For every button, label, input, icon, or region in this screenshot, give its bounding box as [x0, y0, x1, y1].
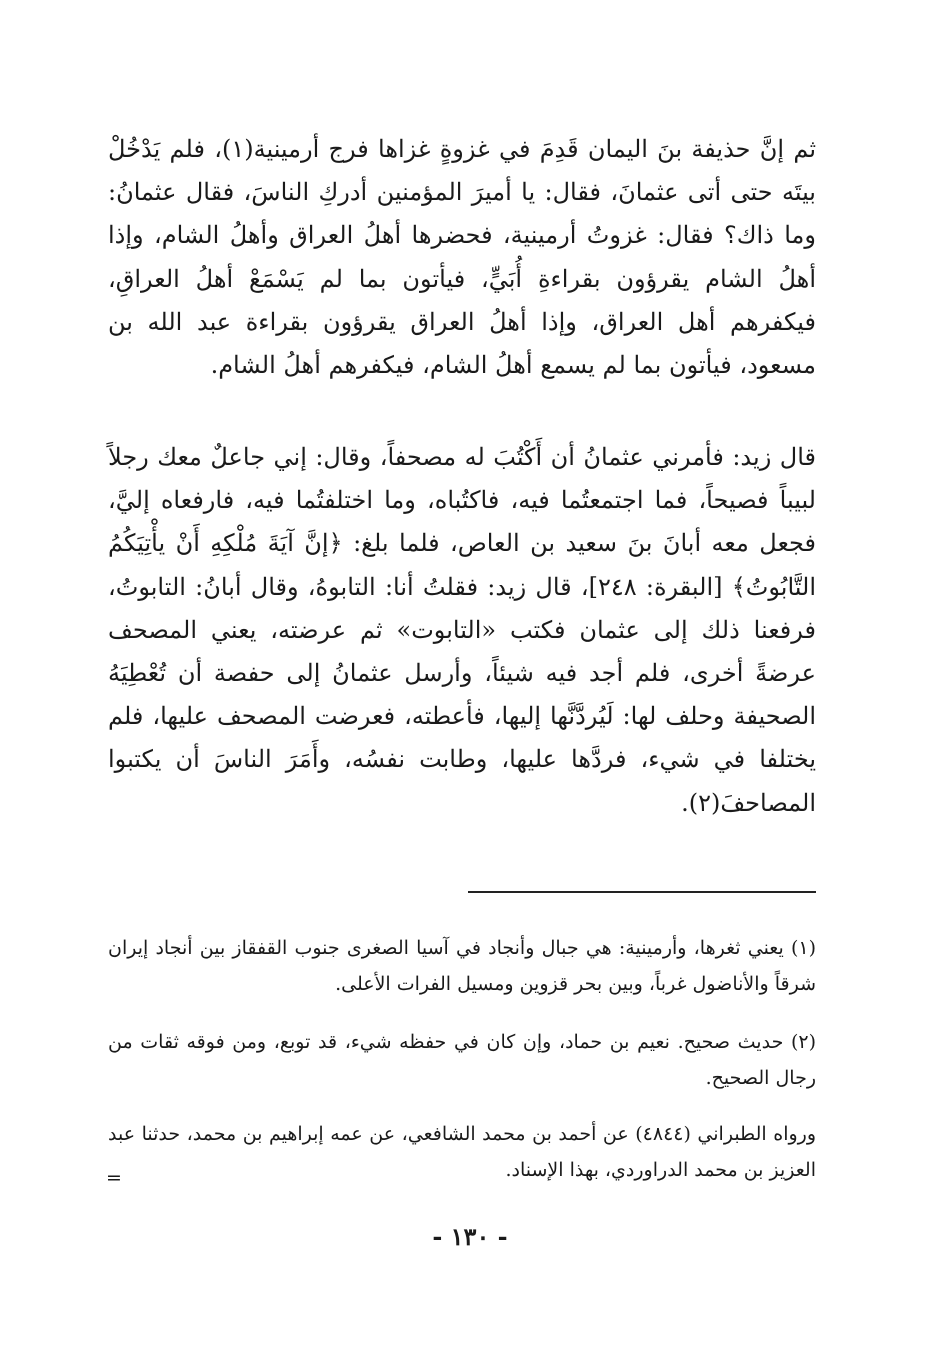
footnote-2: (٢) حديث صحيح. نعيم بن حماد، وإن كان في حفظه شيء، قد توبع، ومن فوقه ثقات من رجال الصحيح.	[108, 1031, 816, 1089]
footnote-2-continued: ورواه الطبراني (٤٨٤٤) عن أحمد بن محمد الشافعي، عن عمه إبراهيم بن محمد، حدثنا عبد العزيز بن محمد الدراوردي، بهذا الإسناد.	[108, 1123, 816, 1181]
footnote-1: (١) يعني ثغرها، وأرمينية: هي جبال وأنجاد في آسيا الصغرى جنوب القفقاز بين أنجاد إيران شرقاً والأناضول غرباً، وبين بحر قزوين ومسيل الفرات الأعلى.	[108, 937, 816, 995]
continuation-mark: =	[106, 1167, 122, 1189]
footnote-separator	[468, 891, 816, 893]
body-paragraph-1: ثم إنَّ حذيفة بنَ اليمان قَدِمَ في غزوةٍ غزاها فرج أرمينية(١)، فلم يَدْخُلْ بيتَه حتى أتى عثمانَ، فقال: يا أميرَ المؤمنين أدركِ الناسَ، فقال عثمانُ: وما ذاك؟ فقال: غزوتُ أرمينية، فحضرها أهلُ العراق وأهلُ الشام، وإذا أهلُ الشام يقرؤون بقراءةِ أُبَيٍّ، فيأتون بما لم يَسْمَعْ أهلُ العراقِ، فيكفرهم أهل العراق، وإذا أهلُ العراق يقرؤون بقراءة عبد الله بن مسعود، فيأتون بما لم يسمع أهلُ الشام، فيكفرهم أهلُ الشام.	[108, 135, 816, 380]
page-number: - ١٣٠ -	[432, 1222, 508, 1251]
body-paragraph-2: قال زيد: فأمرني عثمانُ أن أَكْتُبَ له مصحفاً، وقال: إني جاعلٌ معك رجلاً لبيباً فصيحاً، فما اجتمعتُما فيه، فاكتُباه، وما اختلفتُما فيه، فارفعاه إليَّ، فجعل معه أبانَ بنَ سعيد بن العاص، فلما بلغ: ﴿إنَّ آيَةَ مُلْكِهِ أَنْ يأْتِيَكُمُ التَّابُوتُ﴾ [البقرة: ٢٤٨]، قال زيد: فقلتُ أنا: التابوهُ، وقال أبانُ: التابوتُ، فرفعنا ذلك إلى عثمان فكتب «التابوت» ثم عرضته، يعني المصحف عرضةً أخرى، فلم أجد فيه شيئاً، وأرسل عثمانُ إلى حفصة أن تُعْطِيَهُ الصحيفة وحلف لها: لَيُردَّنَّها إليها، فأعطته، فعرضت المصحف عليها، فلم يختلفا في شيء، فردَّها عليها، وطابت نفسُه، وأَمَرَ الناسَ أن يكتبوا المصاحفَ(٢).	[108, 443, 816, 817]
